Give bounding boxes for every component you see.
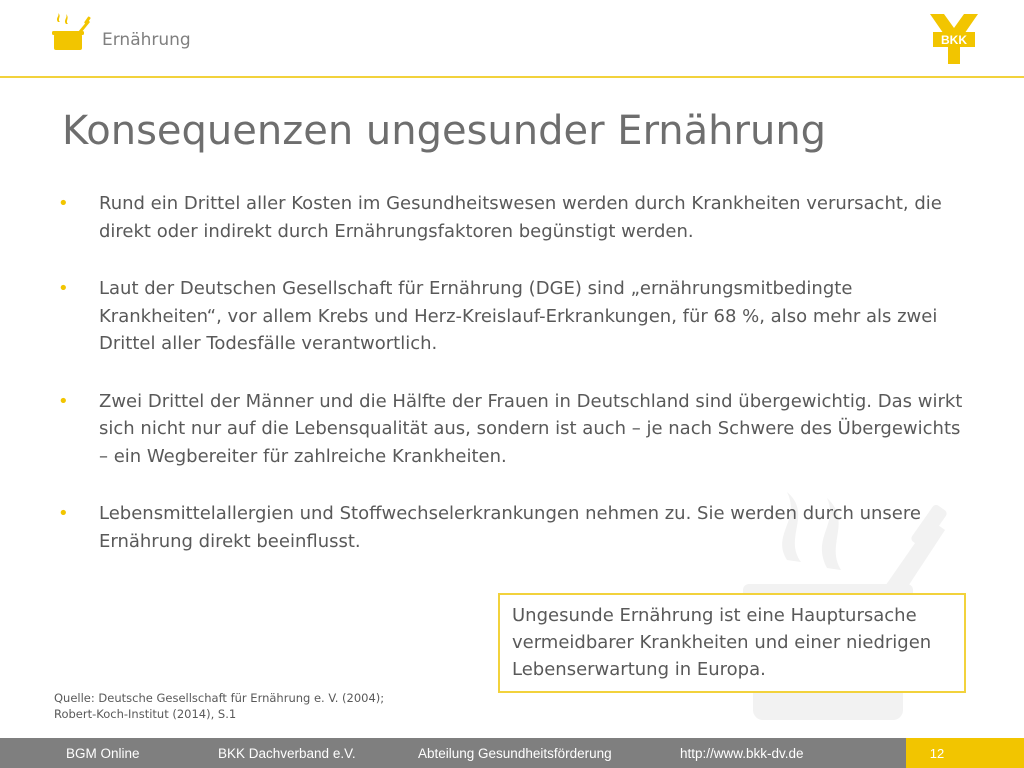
slide-header bbox=[0, 0, 1024, 76]
callout-box bbox=[498, 593, 966, 693]
bullet-item bbox=[56, 500, 971, 555]
source-citation bbox=[54, 690, 384, 722]
footer-program: BGM Online bbox=[66, 746, 140, 761]
source-line: Robert-Koch-Institut (2014), S.1 bbox=[54, 707, 237, 721]
slide-footer bbox=[0, 738, 1024, 768]
bullet-marker: • bbox=[58, 503, 69, 524]
cooking-pot-icon bbox=[48, 12, 92, 56]
footer-department: Abteilung Gesundheitsförderung bbox=[418, 746, 612, 761]
callout-text: Ungesunde Ernährung ist eine Hauptursache vermeidbarer Krankheiten und einer niedrigen Lebenserwartung in Europa. bbox=[512, 605, 932, 680]
bullet-item bbox=[56, 275, 971, 358]
bullet-text: Rund ein Drittel aller Kosten im Gesundheitswesen werden durch Krankheiten verursacht, die direkt oder indirekt durch Ernährungsfaktoren begünstigt werden. bbox=[99, 193, 942, 242]
bullet-marker: • bbox=[58, 278, 69, 299]
page-title: Konsequenzen ungesunder Ernährung bbox=[62, 108, 827, 154]
bullet-marker: • bbox=[58, 193, 69, 214]
footer-website-link[interactable]: http://www.bkk-dv.de bbox=[680, 746, 804, 761]
source-line: Quelle: Deutsche Gesellschaft für Ernährung e. V. (2004); bbox=[54, 691, 385, 705]
page-number-box bbox=[906, 738, 1024, 768]
bullet-list bbox=[56, 190, 971, 585]
section-title: Ernährung bbox=[102, 30, 191, 50]
header-divider bbox=[0, 76, 1024, 78]
bullet-item bbox=[56, 388, 971, 471]
bullet-text: Zwei Drittel der Männer und die Hälfte der Frauen in Deutschland sind übergewichtig. Das wirkt sich nicht nur auf die Lebensqualität aus, sondern ist auch – je nach Schwere des Übergewichts – ein Wegbereiter für zahlreiche Krankheiten. bbox=[99, 390, 963, 467]
bullet-text: Laut der Deutschen Gesellschaft für Ernährung (DGE) sind „ernährungsmitbedingte Krankheiten“, vor allem Krebs und Herz-Kreislauf-Erkrankungen, für 68 %, also mehr als zwei Drittel aller Todesfälle verantwortlich. bbox=[99, 278, 938, 354]
page-number: 12 bbox=[929, 746, 945, 761]
bullet-marker: • bbox=[58, 390, 69, 412]
bullet-text: Lebensmittelallergien und Stoffwechselerkrankungen nehmen zu. Sie werden durch unsere Ernährung direkt beeinflusst. bbox=[99, 503, 921, 552]
footer-organization: BKK Dachverband e.V. bbox=[218, 746, 356, 761]
bkk-logo-text: BKK bbox=[941, 33, 967, 47]
bullet-item bbox=[56, 190, 971, 245]
bkk-logo bbox=[926, 12, 982, 66]
